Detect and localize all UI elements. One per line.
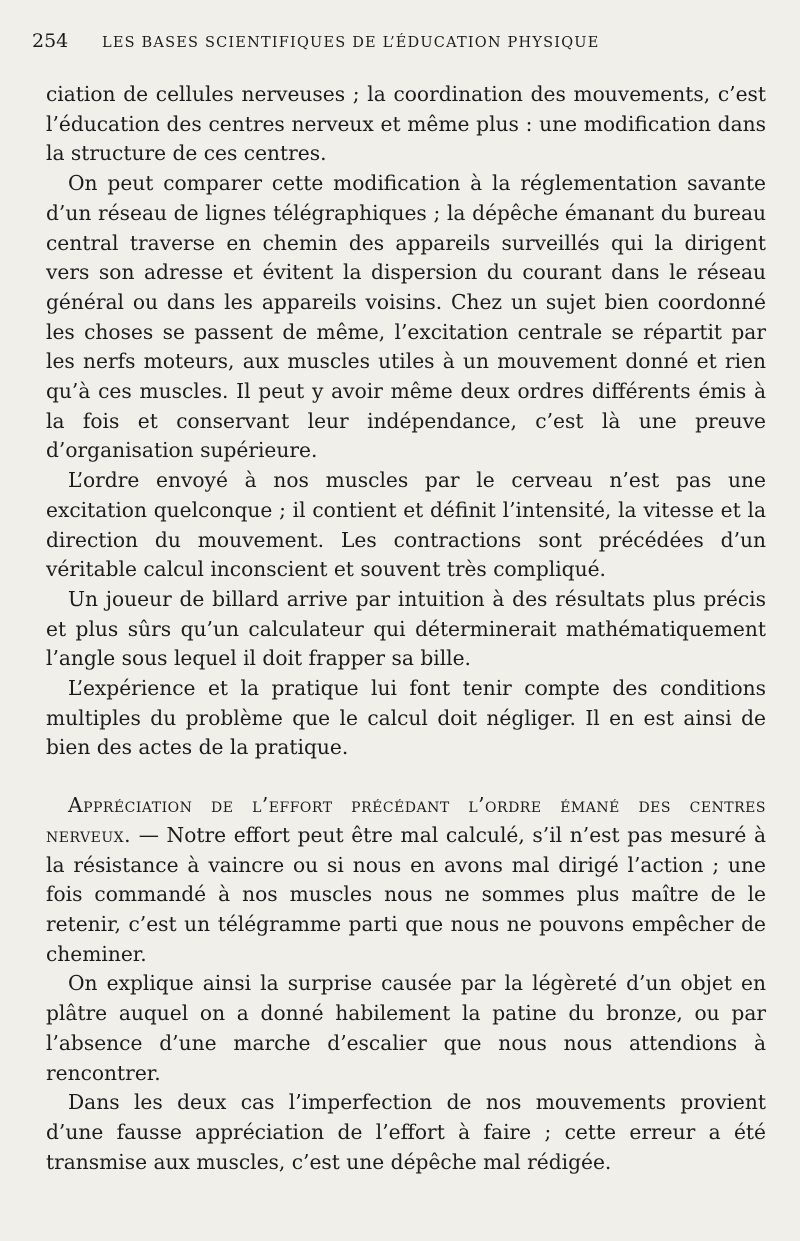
section-first-paragraph [46,791,766,969]
paragraph-telegraph-analogy: On peut comparer cette modification à la réglementation savante d’un réseau de lignes télégraphiques ; la dépêche émanant du bureau central traverse en chemin des appareils surveillés qui la dirigent vers son adresse et évitent la dispersion du courant dans le réseau général ou dans les appareils voisins. Chez un sujet bien coordonné les choses se passent de même, l’excitation centrale se répartit par les nerfs moteurs, aux muscles utiles à un mouvement donné et rien qu’à ces muscles. Il peut y avoir même deux ordres différents émis à la fois et conservant leur indépendance, c’est là une preuve d’organisation supérieure. [46,171,766,463]
paragraph-plaster-object: On explique ainsi la surprise causée par la légèreté d’un objet en plâtre auquel on a donné habilement la patine du bronze, ou par l’absence d’une marche d’escalier que nous nous attendions à rencontrer. [46,971,766,1085]
section-first-text: Notre effort peut être mal calculé, s’il n’est pas mesuré à la résistance à vaincre ou si nous en avons mal dirigé l’action ; une fois commandé à nos muscles nous ne sommes plus maître de le retenir, c’est un télégramme parti que nous ne pouvons empêcher de cheminer. [46,822,766,966]
paragraph-continued: ciation de cellules nerveuses ; la coordination des mouvements, c’est l’éducation des centres nerveux et même plus : une modification dans la structure de ces centres. [46,82,766,166]
body-text [46,80,766,1177]
section-dash: — [131,822,167,847]
running-title: LES BASES SCIENTIFIQUES DE L’ÉDUCATION PHYSIQUE [102,35,600,51]
paragraph-imperfection: Dans les deux cas l’imperfection de nos mouvements provient d’une fausse appréciation de l’effort à faire ; cette erreur a été transmise aux muscles, c’est une dépêche mal rédigée. [46,1090,766,1174]
section-spacer [46,763,766,791]
running-header [32,30,766,52]
paragraph-experience: L’expérience et la pratique lui font tenir compte des conditions multiples du problème que le calcul doit négliger. Il en est ainsi de bien des actes de la pratique. [46,676,766,760]
paragraph-order-to-muscles: L’ordre envoyé à nos muscles par le cerveau n’est pas une excitation quelconque ; il contient et définit l’intensité, la vitesse et la direction du mouvement. Les contractions sont précédées d’un véritable calcul inconscient et souvent très compliqué. [46,468,766,582]
section-heading: Appréciation de l’effort précédant l’ordre émané des centres nerveux. [46,793,766,847]
page-number: 254 [32,30,69,52]
paragraph-billiards: Un joueur de billard arrive par intuition à des résultats plus précis et plus sûrs qu’un calculateur qui déterminerait mathématiquement l’angle sous lequel il doit frapper sa bille. [46,586,766,671]
